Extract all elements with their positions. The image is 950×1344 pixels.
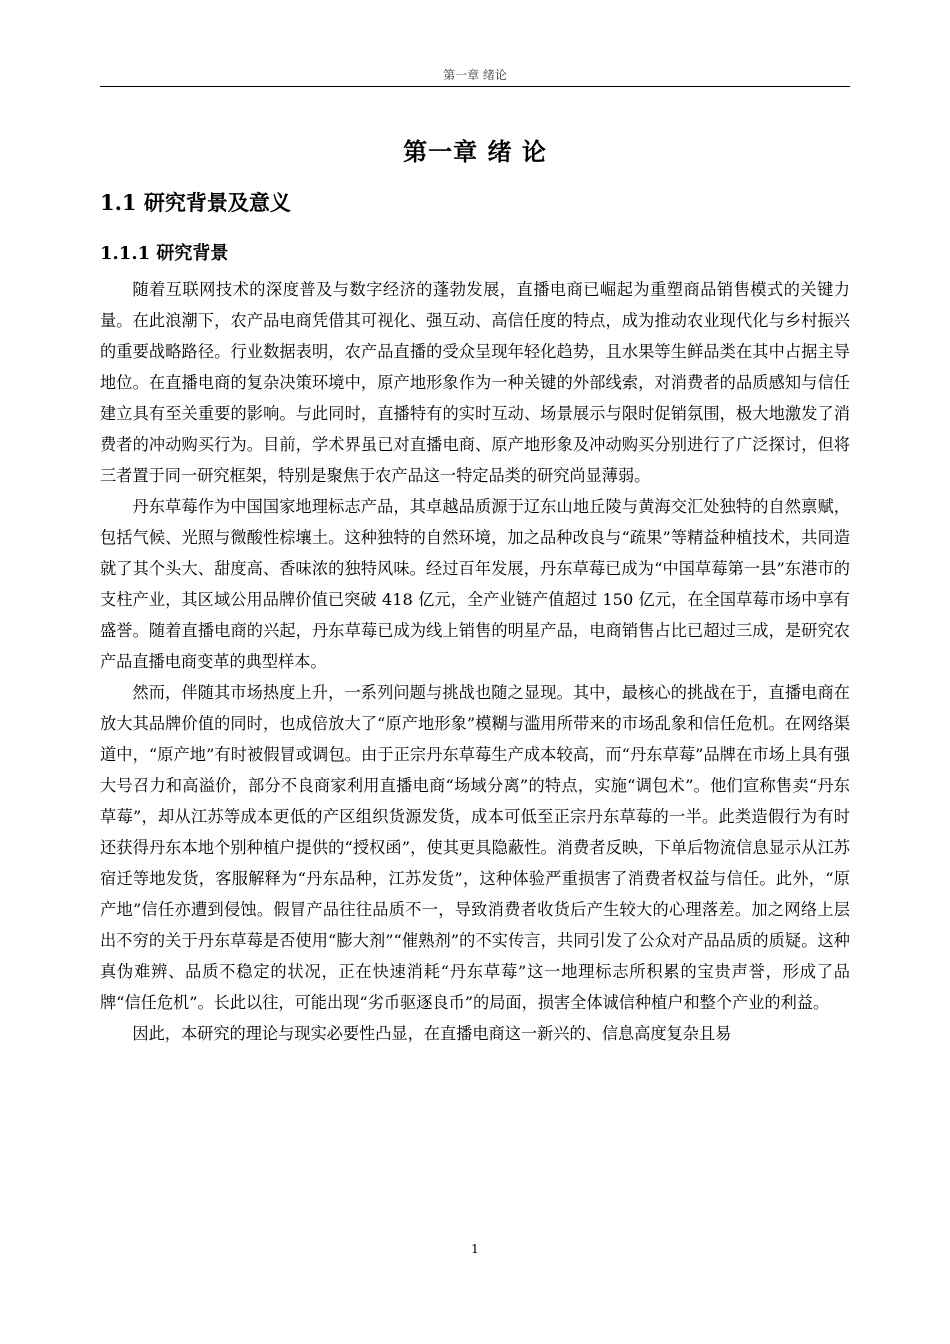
paragraph-background: 随着互联网技术的深度普及与数字经济的蓬勃发展，直播电商已崛起为重塑商品销售模式的关键力量。在此浪潮下，农产品电商凭借其可视化、强互动、高信任度的特点，成为推动农业现代化与乡村振兴的重要战略路径。行业数据表明，农产品直播的受众呈现年轻化趋势，且水果等生鲜品类在其中占据主导地位。在直播电商的复杂决策环境中，原产地形象作为一种关键的外部线索，对消费者的品质感知与信任建立具有至关重要的影响。与此同时，直播特有的实时互动、场景展示与限时促销氛围，极大地激发了消费者的冲动购买行为。目前，学术界虽已对直播电商、原产地形象及冲动购买分别进行了广泛探讨，但将三者置于同一研究框架，特别是聚焦于农产品这一特定品类的研究尚显薄弱。 (100, 280, 850, 485)
paragraph-challenges: 然而，伴随其市场热度上升，一系列问题与挑战也随之显现。其中，最核心的挑战在于，直播电商在放大其品牌价值的同时，也成倍放大了“原产地形象”模糊与滥用所带来的市场乱象和信任危机。在网络渠道中，“原产地”有时被假冒或调包。由于正宗丹东草莓生产成本较高，而“丹东草莓”品牌在市场上具有强大号召力和高溢价，部分不良商家利用直播电商“场域分离”的特点，实施“调包术”。他们宣称售卖“丹东草莓”，却从江苏等成本更低的产区组织货源发货，成本可低至正宗丹东草莓的一半。此类造假行为有时还获得丹东本地个别种植户提供的“授权函”，使其更具隐蔽性。消费者反映，下单后物流信息显示从江苏宿迁等地发货，客服解释为“丹东品种，江苏发货”，这种体验严重损害了消费者权益与信任。此外，“原产地”信任亦遭到侵蚀。假冒产品往往品质不一，导致消费者收货后产生较大的心理落差。加之网络上层出不穷的关于丹东草莓是否使用“膨大剂”“催熟剂”的不实传言，共同引发了公众对产品品质的质疑。这种真伪难辨、品质不稳定的状况，正在快速消耗“丹东草莓”这一地理标志所积累的宝贵声誉，形成了品牌“信任危机”。长此以往，可能出现“劣币驱逐良币”的局面，损害全体诚信种植户和整个产业的利益。 (100, 683, 850, 1012)
subsection-title: 1.1.1 研究背景 (100, 243, 229, 264)
body-text (100, 274, 850, 1049)
page-number: 1 (471, 1242, 479, 1256)
header-rule (100, 86, 850, 87)
section-title: 1.1 研究背景及意义 (100, 190, 291, 215)
paragraph-dandong-strawberry: 丹东草莓作为中国国家地理标志产品，其卓越品质源于辽东山地丘陵与黄海交汇处独特的自然禀赋，包括气候、光照与微酸性棕壤土。这种独特的自然环境，加之品种改良与“疏果”等精益种植技术，共同造就了其个头大、甜度高、香味浓的独特风味。经过百年发展，丹东草莓已成为“中国草莓第一县”东港市的支柱产业，其区域公用品牌价值已突破 418 亿元，全产业链产值超过 150 亿元，在全国草莓市场中享有盛誉。随着直播电商的兴起，丹东草莓已成为线上销售的明星产品，电商销售占比已超过三成，是研究农产品直播电商变革的典型样本。 (100, 497, 850, 671)
chapter-title: 第一章 绪 论 (403, 137, 547, 166)
running-header: 第一章 绪论 (443, 68, 507, 82)
paragraph-necessity: 因此，本研究的理论与现实必要性凸显，在直播电商这一新兴的、信息高度复杂且易 (132, 1024, 732, 1043)
